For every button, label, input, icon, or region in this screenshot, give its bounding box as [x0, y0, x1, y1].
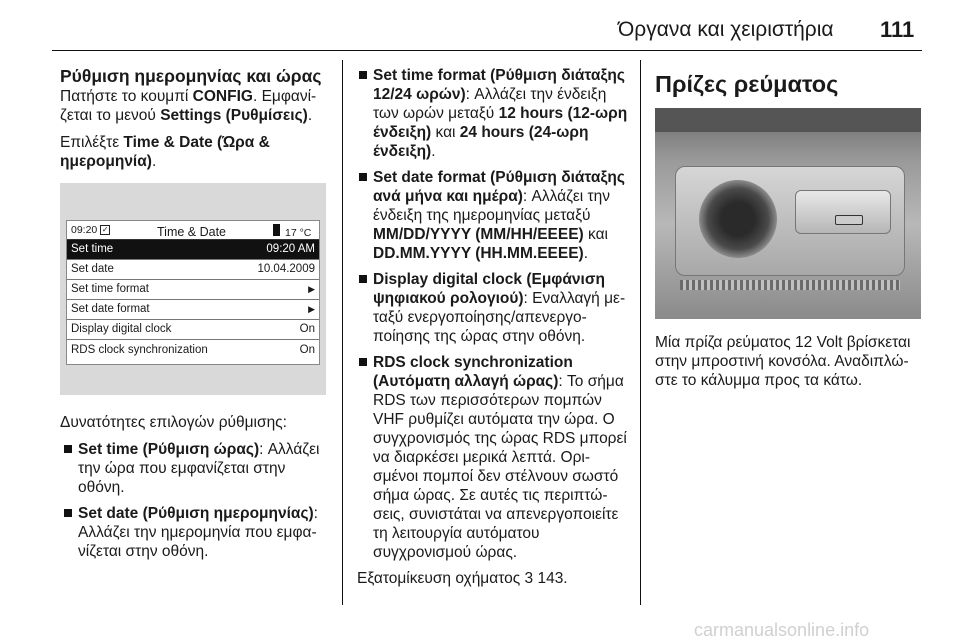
photo-slot-panel — [795, 190, 891, 234]
bullet-title: Set time format (Ρύθμιση διάταξης 12/24 ωρών) — [373, 67, 625, 103]
bullet-display-digital-clock — [357, 270, 629, 346]
screen-clock: 09:20 — [71, 223, 98, 236]
screen-row-set-time[interactable] — [67, 240, 319, 260]
chevron-right-icon: ▶ — [308, 284, 315, 294]
page-number: 111 — [880, 17, 915, 42]
row-value: On — [299, 343, 315, 356]
bullet-rds-clock-sync — [357, 353, 629, 562]
cross-reference — [357, 569, 629, 588]
screen-row-set-date-format[interactable] — [67, 300, 319, 320]
bullet-title: Set date format (Ρύθμιση διάταξης ανά μήνα και ημέρα) — [373, 169, 625, 205]
usb-port-icon — [835, 215, 863, 225]
bullet-set-time-format — [357, 66, 629, 161]
row-label: Set date — [71, 263, 114, 275]
column-2 — [357, 66, 629, 596]
screen-row-display-digital-clock[interactable] — [67, 320, 319, 340]
photo-dashboard-strip — [655, 108, 921, 132]
paragraph-select — [60, 133, 332, 171]
bullet-text: : Αλλάζει την ένδειξη της ημερομηνίας μεταξύ — [373, 188, 611, 224]
xref-arrow-icon: 3 — [524, 570, 534, 587]
bullet-text: : Αλλάζει την ένδειξη των ωρών μεταξύ — [373, 86, 607, 122]
option-ddmm: DD.MM.YYYY (HH.MM.EEEE) — [373, 245, 584, 262]
section-title-power-outlets: Πρίζες ρεύματος — [655, 71, 839, 97]
option-12h: 12 hours (12-ωρη ένδειξη) — [373, 105, 628, 141]
thermometer-icon — [273, 224, 280, 236]
section-subtitle: Ρύθμιση ημερομηνίας και ώρας — [60, 66, 322, 86]
options-intro: Δυνατότητες επιλογών ρύθμισης: — [60, 414, 287, 431]
row-value: 10.04.2009 — [257, 263, 315, 275]
time-date-keyword: Time & Date (Ώρα & ημερομηνία) — [60, 134, 270, 170]
option-24h: 24 hours (24-ωρη ένδειξη) — [373, 124, 589, 160]
text: Επιλέξτε — [60, 134, 124, 151]
row-label: Set time format — [71, 283, 149, 295]
xref-text: Εξατομίκευση οχήματος — [357, 570, 525, 587]
column-divider-1 — [342, 60, 343, 605]
column-1 — [60, 66, 332, 568]
option-mmdd: MM/DD/YYYY (MM/HH/EEEE) — [373, 226, 584, 243]
photo-grille — [680, 280, 900, 290]
text: Πατήστε το κουμπί — [60, 88, 193, 105]
bullet-set-date-format — [357, 168, 629, 263]
clock-edit-icon: ✓ — [101, 225, 109, 234]
text: . — [431, 143, 436, 160]
row-label: Set time — [71, 243, 114, 255]
bullet-text: : Το σήμα RDS των περισσότερων πομπών VHF ρυθμίζει αυτόματα την ώρα. Ο συγχρονισμός της ώρας RDS μπορεί να διαρκέσει μερικά λεπτά. Ορισμένοι πομποί δεν στέλνουν σωστό σήμα ώρας. Σε αυτές τις περιπτώσεις, συνιστάται να απενεργοποιείτε τη λειτουργία αυτόματου συγχρονισμού ώρας. — [373, 373, 627, 561]
text: . — [583, 245, 589, 262]
screen-title: Time & Date — [157, 225, 227, 239]
screen-row-set-date[interactable] — [67, 260, 319, 280]
bullet-title: Display digital clock (Εμφάνιση ψηφιακού ρολογιού) — [373, 271, 605, 307]
bullet-set-time — [62, 440, 332, 497]
screen-temperature: 17 °C — [285, 227, 312, 239]
row-label: Set date format — [71, 303, 150, 315]
power-outlet-photo — [655, 108, 921, 319]
settings-keyword: Settings (Ρυθμίσεις) — [160, 107, 308, 124]
text: και — [583, 226, 608, 243]
config-keyword: CONFIG — [192, 88, 253, 105]
bullet-text: : Εναλλαγή μεταξύ ενεργοποίησης/απενεργοποίησης της ώρας στην οθόνη. — [373, 290, 626, 345]
bullet-title: Set date (Ρύθμιση ημερομηνίας) — [78, 505, 314, 522]
row-value: 09:20 AM — [266, 243, 315, 255]
page-header-title: Όργανα και χειριστήρια — [618, 18, 834, 41]
row-label: RDS clock synchronization — [71, 343, 208, 356]
bullet-set-date — [62, 504, 332, 561]
watermark: carmanualsonline.info — [694, 620, 870, 640]
header-rule — [52, 50, 922, 51]
bullet-text: : Αλλάζει την ώρα που εμφανίζεται στην οθόνη. — [78, 441, 320, 496]
screen-header — [67, 221, 319, 240]
bullet-text: : Αλλάζει την ημερομηνία που εμφανίζεται στην οθόνη. — [78, 505, 318, 560]
text: . — [151, 153, 157, 170]
screen-row-rds-clock-sync[interactable] — [67, 340, 319, 360]
display-screenshot-figure — [60, 183, 326, 395]
text: . Εμφανίζεται το μενού — [60, 88, 317, 124]
power-outlet-text: Μία πρίζα ρεύματος 12 Volt βρίσκεται στην μπροστινή κονσόλα. Αναδιπλώστε το κάλυμμα προς τα κάτω. — [655, 334, 911, 389]
screen-row-set-time-format[interactable] — [67, 280, 319, 300]
power-socket-icon — [699, 180, 777, 258]
column-divider-2 — [640, 60, 641, 605]
row-label: Display digital clock — [71, 323, 172, 335]
bullet-title: RDS clock synchronization (Αυτόματη αλλαγή ώρας) — [373, 354, 573, 390]
xref-page: 143. — [533, 570, 568, 587]
row-value: On — [299, 323, 315, 335]
paragraph-config — [60, 87, 332, 125]
column-3 — [655, 60, 923, 398]
text: και — [431, 124, 460, 141]
text: . — [307, 107, 313, 124]
display-screen — [66, 220, 320, 365]
chevron-right-icon: ▶ — [308, 304, 315, 314]
bullet-title: Set time (Ρύθμιση ώρας) — [78, 441, 260, 458]
